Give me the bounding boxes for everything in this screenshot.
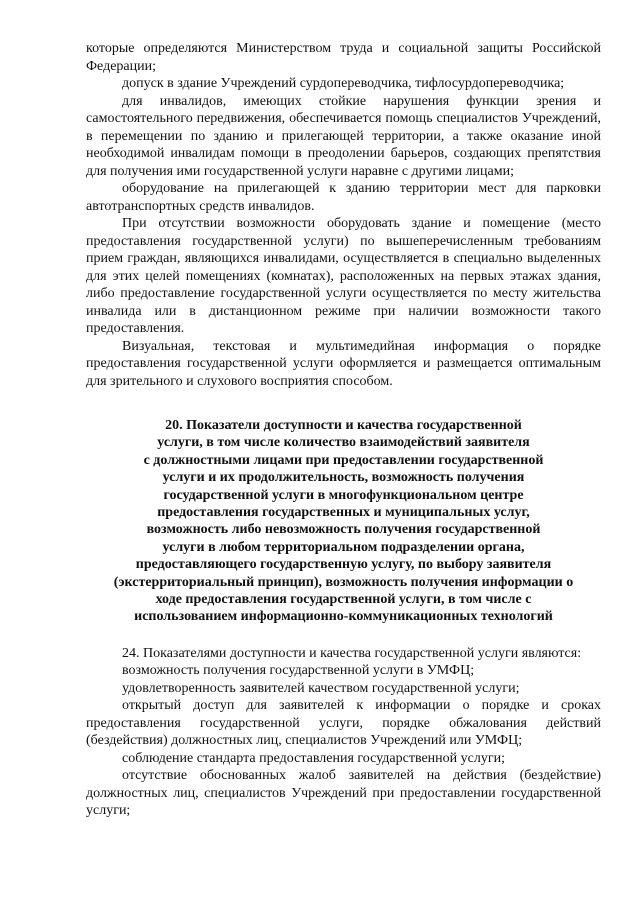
paragraph-umfc-availability: возможность получения государственной услуги в УМФЦ; (122, 663, 475, 679)
heading-line: услуги и их продолжительность, возможность получения (162, 470, 525, 486)
paragraph-sign-interpreter-access: допуск в здание Учреждений сурдопереводчика, тифлосурдопереводчика; (122, 76, 565, 91)
paragraph-parking-spaces: оборудование на прилегающей к зданию территории мест для парковки автотранспортных средств инвалидов. (86, 181, 601, 214)
paragraph-visual-information: Визуальная, текстовая и мультимедийная информация о порядке предоставления государственной услуги оформляется и размещается оптимальным для зрительного и слухового восприятия способом. (86, 338, 601, 389)
heading-line: услуги, в том числе количество взаимодействий заявителя (157, 435, 530, 451)
section-heading-20 (86, 417, 601, 626)
heading-line: предоставления государственных и муниципальных услуг, (157, 505, 530, 521)
paragraph-alternative-reception: При отсутствии возможности оборудовать здание и помещение (место предоставления государственной услуги) по вышеперечисленным требованиям прием граждан, являющихся инвалидами, осуществляется в специально выделенных для этих целей помещениях (комнатах), расположенных на первых этажах здания, либо предоставление государственной услуги осуществляется по месту жительства инвалида или в дистанционном режиме при наличии возможности такого предоставления. (86, 216, 601, 336)
document-page (86, 40, 601, 820)
heading-line: государственной услуги в многофункциональном центре (163, 487, 524, 503)
heading-line: использованием информационно-коммуникационных технологий (134, 609, 553, 625)
paragraph-item-24-intro: 24. Показателями доступности и качества государственной услуги являются: (122, 645, 582, 661)
heading-line: услуги в любом территориальном подразделении органа, (162, 539, 525, 555)
paragraph-applicant-satisfaction: удовлетворенность заявителей качеством государственной услуги; (122, 680, 520, 696)
heading-line: (экстерриториальный принцип), возможность получения информации о (113, 574, 574, 590)
paragraph-standard-compliance: соблюдение стандарта предоставления государственной услуги; (122, 750, 505, 766)
heading-line: возможность либо невозможность получения государственной (146, 522, 541, 538)
heading-line: 20. Показатели доступности и качества государственной (165, 418, 522, 433)
paragraph-open-access-information: открытый доступ для заявителей к информации о порядке и сроках предоставления государственной услуги, порядке обжалования действий (бездействия) должностных лиц, специалистов Учреждений или УМФЦ; (86, 698, 601, 749)
paragraph-no-complaints: отсутствие обоснованных жалоб заявителей на действия (бездействие) должностных лиц, специалистов Учреждений при предоставлении государственной услуги; (86, 768, 601, 819)
paragraph-ministry-continuation: которые определяются Министерством труда и социальной защиты Российской Федерации; (86, 41, 601, 74)
heading-line: с должностными лицами при предоставлении государственной (143, 452, 544, 468)
heading-line: предоставляющего государственную услугу, по выбору заявителя (135, 557, 552, 573)
heading-line: ходе предоставления государственной услуги, в том числе с (155, 592, 532, 608)
paragraph-assistance-for-disabled: для инвалидов, имеющих стойкие нарушения функции зрения и самостоятельного передвижения, обеспечивается помощь специалистов Учреждений, в перемещении по зданию и прилегающей территории, а также оказание иной необходимой инвалидам помощи в преодолении барьеров, создающих препятствия для получения ими государственной услуги наравне с другими лицами; (86, 93, 601, 179)
